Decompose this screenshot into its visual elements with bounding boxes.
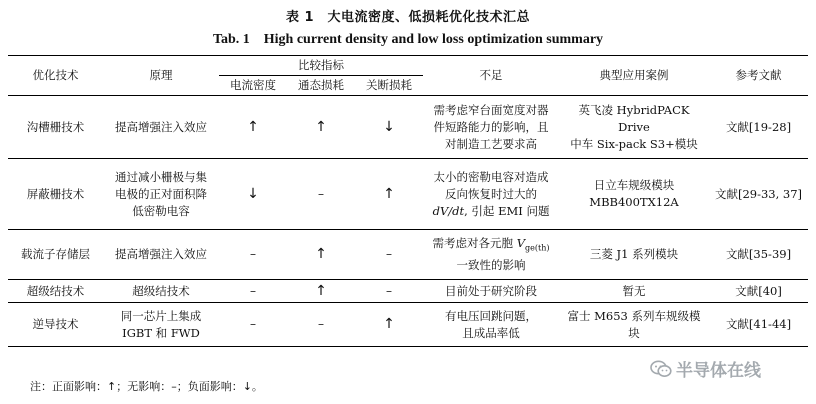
cell-ref: 文献[41-44] (709, 303, 808, 347)
header-principle: 原理 (103, 56, 219, 96)
cell-on-loss: ↑ (287, 280, 355, 303)
wechat-icon (650, 360, 672, 378)
cell-ref: 文献[35-39] (709, 230, 808, 280)
header-metrics-group: 比较指标 (219, 56, 423, 76)
cell-on-loss: ↑ (287, 230, 355, 280)
header-off-loss: 关断损耗 (355, 76, 423, 96)
table-row (8, 280, 808, 303)
header-shortcoming: 不足 (423, 56, 559, 96)
cell-shortcoming: 需考虑窄台面宽度对器 件短路能力的影响，且 对制造工艺要求高 (423, 96, 559, 159)
cell-ref: 文献[40] (709, 280, 808, 303)
cell-ref: 文献[19-28] (709, 96, 808, 159)
table-row (8, 96, 808, 159)
cell-off-loss: ↓ (355, 96, 423, 159)
cell-current-density: – (219, 230, 287, 280)
cell-case: 富士 M653 系列车规级模块 (559, 303, 709, 347)
table-title-cn: 表 1 大电流密度、低损耗优化技术汇总 (285, 10, 531, 25)
table-row (8, 303, 808, 347)
cell-shortcoming: 需考虑对各元胞 $V_{ge(th)}$ 一致性的影响 (423, 230, 559, 280)
table-row (8, 230, 808, 280)
cell-case: 英飞凌 HybridPACK Drive 中车 Six-pack S3+模块 (559, 96, 709, 159)
cell-principle: 提高增强注入效应 (103, 230, 219, 280)
watermark (650, 356, 761, 381)
cell-principle: 提高增强注入效应 (103, 96, 219, 159)
summary-table (8, 55, 808, 347)
cell-case: 三菱 J1 系列模块 (559, 230, 709, 280)
cell-on-loss: – (287, 159, 355, 230)
cell-tech: 沟槽栅技术 (8, 96, 103, 159)
cell-current-density: ↓ (219, 159, 287, 230)
cell-tech: 逆导技术 (8, 303, 103, 347)
header-case: 典型应用案例 (559, 56, 709, 96)
cell-shortcoming: 目前处于研究阶段 (423, 280, 559, 303)
cell-principle: 超级结技术 (103, 280, 219, 303)
cell-current-density: ↑ (219, 96, 287, 159)
cell-off-loss: ↑ (355, 303, 423, 347)
cell-shortcoming: 太小的密勒电容对造成 反向恢复时过大的 dV/dt, 引起 EMI 问题 (423, 159, 559, 230)
cell-off-loss: ↑ (355, 159, 423, 230)
header-ref: 参考文献 (709, 56, 808, 96)
header-tech: 优化技术 (8, 56, 103, 96)
cell-principle: 同一芯片上集成 IGBT 和 FWD (103, 303, 219, 347)
cell-tech: 载流子存储层 (8, 230, 103, 280)
header-current-density: 电流密度 (219, 76, 287, 96)
table-note: 注：正面影响：↑；无影响：–；负面影响：↓。 (30, 380, 263, 393)
cell-principle: 通过减小栅极与集 电极的正对面积降 低密勒电容 (103, 159, 219, 230)
table-row (8, 159, 808, 230)
cell-on-loss: – (287, 303, 355, 347)
watermark-text: 半导体在线 (676, 361, 761, 381)
cell-current-density: – (219, 280, 287, 303)
cell-current-density: – (219, 303, 287, 347)
cell-tech: 超级结技术 (8, 280, 103, 303)
cell-off-loss: – (355, 280, 423, 303)
header-on-loss: 通态损耗 (287, 76, 355, 96)
cell-case: 暂无 (559, 280, 709, 303)
cell-on-loss: ↑ (287, 96, 355, 159)
cell-tech: 屏蔽栅技术 (8, 159, 103, 230)
cell-case: 日立车规级模块 MBB400TX12A (559, 159, 709, 230)
cell-ref: 文献[29-33, 37] (709, 159, 808, 230)
cell-off-loss: – (355, 230, 423, 280)
table-title-en: Tab. 1 High current density and low loss optimization summary (212, 32, 604, 47)
cell-shortcoming: 有电压回跳问题， 且成品率低 (423, 303, 559, 347)
